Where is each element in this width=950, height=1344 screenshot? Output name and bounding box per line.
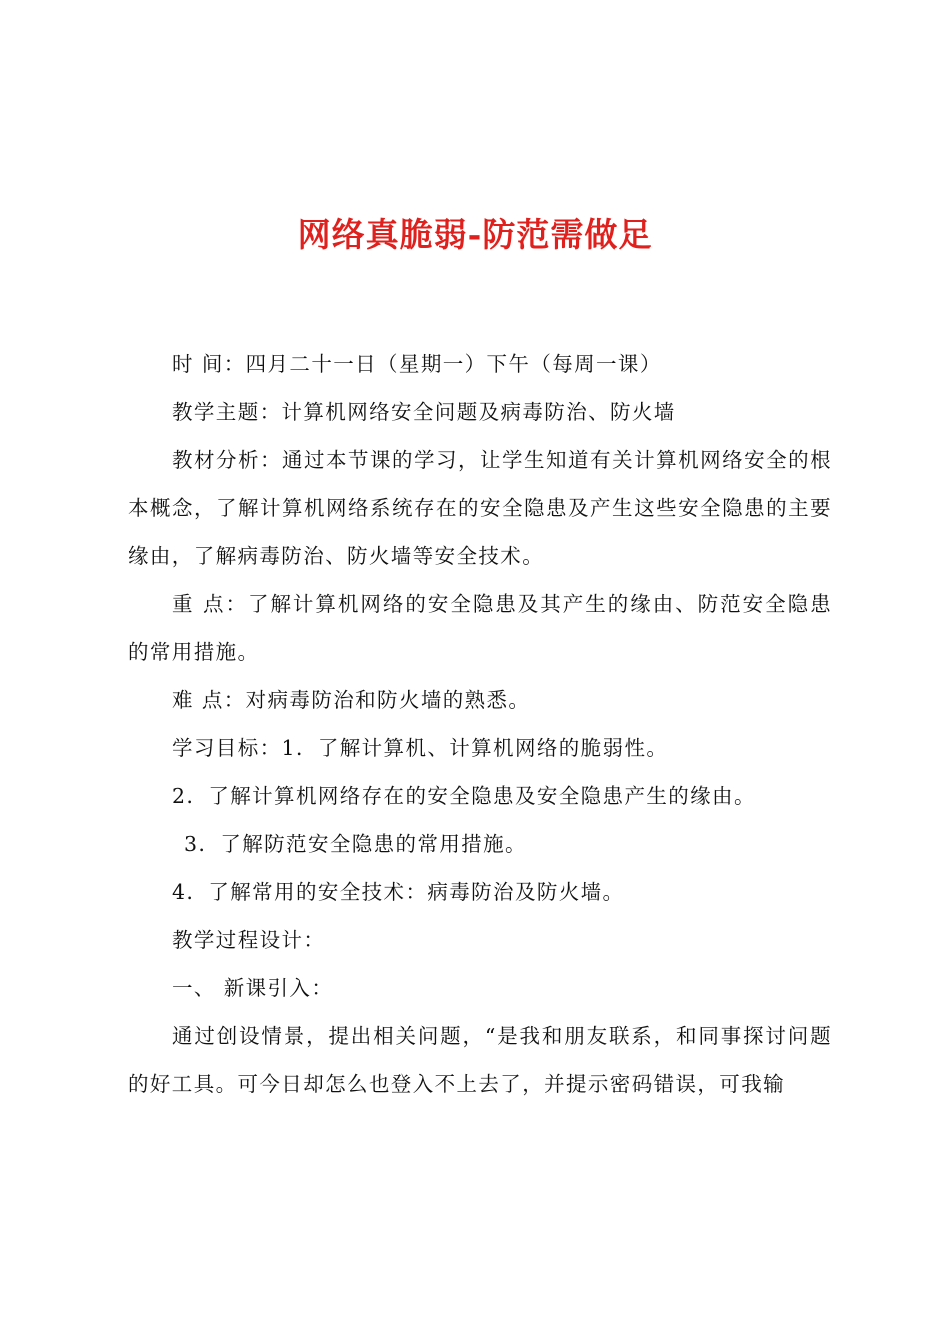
paragraph-analysis: 教材分析：通过本节课的学习，让学生知道有关计算机网络安全的根本概念，了解计算机网络系统存在的安全隐患及产生这些安全隐患的主要缘由，了解病毒防治、防火墙等安全技术。 [128,448,832,568]
paragraph-topic: 教学主题：计算机网络安全问题及病毒防治、防火墙 [172,400,676,424]
paragraph-goal-1: 学习目标：1．了解计算机、计算机网络的脆弱性。 [172,736,669,760]
document-title: 网络真脆弱-防范需做足 [297,215,653,254]
paragraph-goal-2: 2．了解计算机网络存在的安全隐患及安全隐患产生的缘由。 [172,784,756,808]
paragraph-goal-4: 4．了解常用的安全技术：病毒防治及防火墙。 [172,880,625,904]
paragraph-key-points: 重 点：了解计算机网络的安全隐患及其产生的缘由、防范安全隐患的常用措施。 [128,592,832,664]
paragraph-goal-3: 3．了解防范安全隐患的常用措施。 [184,832,527,856]
paragraph-difficulties: 难 点：对病毒防治和防火墙的熟悉。 [172,688,531,712]
paragraph-intro-text: 通过创设情景，提出相关问题，“是我和朋友联系，和同事探讨问题的好工具。可今日却怎么也登入不上去了，并提示密码错误，可我输 [128,1024,832,1096]
paragraph-section-intro: 一、 新课引入： [172,976,334,1000]
paragraph-process-heading: 教学过程设计： [172,928,326,952]
document-body [128,340,832,1108]
paragraph-time: 时 间：四月二十一日（星期一）下午（每周一课） [172,352,662,376]
